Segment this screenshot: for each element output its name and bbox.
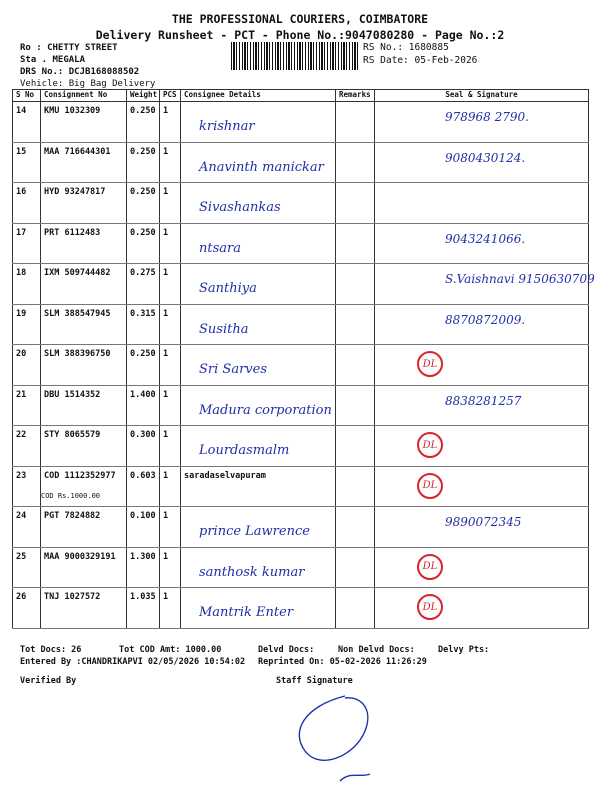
consignee-printed [184,507,332,511]
cell-pcs: 1 [160,466,181,507]
rs-number: RS No.: 1680885 [363,42,449,53]
cell-seal [375,588,589,629]
seal-phone: 8838281257 [445,393,522,408]
cell-pcs: 1 [160,223,181,264]
table-row [13,264,589,305]
table-header-row [13,90,589,102]
consignee-printed [184,224,332,228]
cell-consignee [181,426,336,467]
document-title: THE PROFESSIONAL COURIERS, COIMBATORE [171,12,429,26]
col-sno: S No [13,90,41,102]
cod-amount: COD Rs.1000.00 [41,491,101,500]
cell-pcs: 1 [160,264,181,305]
cell-pcs: 1 [160,345,181,386]
cell-seal [375,102,589,143]
cell-remarks [336,264,375,305]
cell-consignment: STY 8065579 [41,426,127,467]
consignee-handwritten: Mantrik Enter [199,605,294,620]
cell-remarks [336,385,375,426]
vehicle-label: Vehicle: Big Bag Delivery [20,79,156,89]
cell-sno: 21 [13,385,41,426]
seal-phone: 9043241066. [445,231,526,246]
cell-pcs: 1 [160,385,181,426]
cell-seal [375,507,589,548]
cell-pcs: 1 [160,102,181,143]
cell-seal [375,264,595,305]
barcode-image [231,42,359,70]
consignee-printed [184,183,332,187]
cell-sno: 25 [13,547,41,588]
col-remarks: Remarks [336,90,375,102]
cell-pcs: 1 [160,588,181,629]
cell-sno: 14 [13,102,41,143]
cell-pcs: 1 [160,183,181,224]
drs-number: DRS No.: DCJB168088502 [20,67,140,77]
cell-weight: 0.250 [127,345,160,386]
table-row [13,507,589,548]
cell-seal [375,183,589,224]
table-row [13,223,589,264]
table-row [13,588,589,629]
consignee-handwritten: Madura corporation [199,402,332,418]
cell-consignee [181,264,336,305]
staff-signature-label: Staff Signature [276,676,353,686]
cell-seal [375,547,589,588]
delivery-points: Delvy Pts: [438,645,490,655]
consignee-printed: saradaselvapuram [184,470,266,481]
cell-consignment: MAA 9000329191 [41,547,127,588]
cell-weight: 0.300 [127,426,160,467]
table-row [13,102,589,143]
table-row [13,142,589,183]
cell-seal [375,223,589,264]
col-consignment: Consignment No [41,90,127,102]
cell-consignment: COD 1112352977 COD Rs.1000.00 [41,466,127,507]
cell-sno: 23 [13,466,41,507]
col-seal: Seal & Signature [375,90,589,102]
cell-weight: 0.275 [127,264,160,305]
seal-phone: 9080430124. [445,150,526,165]
cell-sno: 16 [13,183,41,224]
consignee-printed [184,426,332,430]
consignee-printed [184,386,332,390]
cell-consignment: TNJ 1027572 [41,588,127,629]
cell-weight: 1.035 [127,588,160,629]
cell-seal [375,304,589,345]
cell-weight: 0.250 [127,183,160,224]
cell-weight: 0.603 [127,466,160,507]
table-row [13,304,589,345]
route-label: Ro : CHETTY STREET [20,43,118,53]
non-delivered-docs: Non Delvd Docs: [338,645,415,655]
cell-seal [375,466,589,507]
staff-signature-scribble [285,686,395,786]
seal-phone: 9890072345 [445,515,522,529]
delivered-stamp: DL [417,432,443,458]
cell-consignee [181,547,336,588]
cell-pcs: 1 [160,426,181,467]
consignee-handwritten: Sri Sarves [199,362,267,377]
cell-remarks [336,223,375,264]
entered-by: Entered By :CHANDRIKAPVI 02/05/2026 10:54:02 [20,657,246,667]
consignee-printed [184,345,332,349]
consignee-printed [184,143,332,147]
consignee-printed [184,588,332,592]
col-weight: Weight [127,90,160,102]
cell-weight: 1.300 [127,547,160,588]
cell-pcs: 1 [160,142,181,183]
cell-consignment: IXM 509744482 [41,264,127,305]
cell-consignment: SLM 388547945 [41,304,127,345]
cell-remarks [336,547,375,588]
cell-consignee [181,304,336,345]
cell-seal [375,345,589,386]
table-row [13,183,589,224]
cell-sno: 15 [13,142,41,183]
seal-phone: S.Vaishnavi 9150630709 [445,272,595,286]
consignee-handwritten: Santhiya [199,281,257,296]
consignee-handwritten: Susitha [199,321,249,337]
cell-sno: 26 [13,588,41,629]
cell-seal [375,426,589,467]
delivered-stamp: DL [417,473,443,499]
cell-remarks [336,304,375,345]
total-docs: Tot Docs: 26 [20,645,82,655]
staff-label: Sta . MEGALA [20,55,86,65]
consignee-handwritten: ntsara [199,240,241,256]
cell-weight: 0.250 [127,142,160,183]
document-subtitle: Delivery Runsheet - PCT - Phone No.:9047080280 - Page No.:2 [95,28,505,42]
cell-remarks [336,466,375,507]
consignee-printed [184,264,332,268]
table-row [13,426,589,467]
cell-remarks [336,183,375,224]
cell-consignee [181,466,336,507]
consignee-handwritten: Anavinth manickar [199,159,324,175]
cell-consignee [181,223,336,264]
cell-remarks [336,588,375,629]
cell-sno: 19 [13,304,41,345]
table-row [13,547,589,588]
consignee-handwritten: Lourdasmalm [199,443,290,458]
col-consignee: Consignee Details [181,90,336,102]
cell-pcs: 1 [160,507,181,548]
cell-consignment: DBU 1514352 [41,385,127,426]
cell-weight: 0.100 [127,507,160,548]
seal-phone: 978968 2790. [445,110,529,124]
seal-phone: 8870872009. [445,312,526,327]
delivered-docs: Delvd Docs: [258,645,315,655]
cell-remarks [336,142,375,183]
cell-sno: 22 [13,426,41,467]
consignee-printed [184,102,332,106]
cell-pcs: 1 [160,547,181,588]
cell-remarks [336,507,375,548]
cell-consignee [181,385,336,426]
cell-sno: 20 [13,345,41,386]
cell-weight: 1.400 [127,385,160,426]
verified-by-label: Verified By [20,676,77,686]
reprinted-on: Reprinted On: 05-02-2026 11:26:29 [258,657,427,667]
consignee-handwritten: prince Lawrence [199,524,310,539]
consignee-printed [184,548,332,552]
rs-date: RS Date: 05-Feb-2026 [363,55,478,66]
consignment-table [12,89,595,629]
delivered-stamp: DL [417,351,443,377]
cell-consignee [181,102,336,143]
cell-consignment: SLM 388396750 [41,345,127,386]
cell-consignment: HYD 93247817 [41,183,127,224]
cell-seal [375,385,589,426]
cell-weight: 0.315 [127,304,160,345]
cell-consignee [181,345,336,386]
cell-consignment: PGT 7824882 [41,507,127,548]
consignee-printed [184,305,332,309]
total-cod: Tot COD Amt: 1000.00 [119,645,222,655]
cell-remarks [336,102,375,143]
cell-remarks [336,345,375,386]
col-pcs: PCS [160,90,181,102]
cell-sno: 24 [13,507,41,548]
cell-consignee [181,588,336,629]
cell-pcs: 1 [160,304,181,345]
cell-consignee [181,507,336,548]
cell-consignee [181,183,336,224]
cell-seal [375,142,589,183]
cell-remarks [336,426,375,467]
cell-consignee [181,142,336,183]
consignee-handwritten: Sivashankas [199,200,281,215]
cell-weight: 0.250 [127,223,160,264]
delivered-stamp: DL [417,594,443,620]
consignee-handwritten: krishnar [199,119,255,134]
cell-sno: 17 [13,223,41,264]
cell-consignment: PRT 6112483 [41,223,127,264]
table-row [13,385,589,426]
consignee-handwritten: santhosk kumar [199,564,305,580]
cell-consignment: KMU 1032309 [41,102,127,143]
delivered-stamp: DL [417,554,443,580]
table-row [13,466,589,507]
cell-consignment: MAA 716644301 [41,142,127,183]
cell-sno: 18 [13,264,41,305]
table-row [13,345,589,386]
cell-weight: 0.250 [127,102,160,143]
